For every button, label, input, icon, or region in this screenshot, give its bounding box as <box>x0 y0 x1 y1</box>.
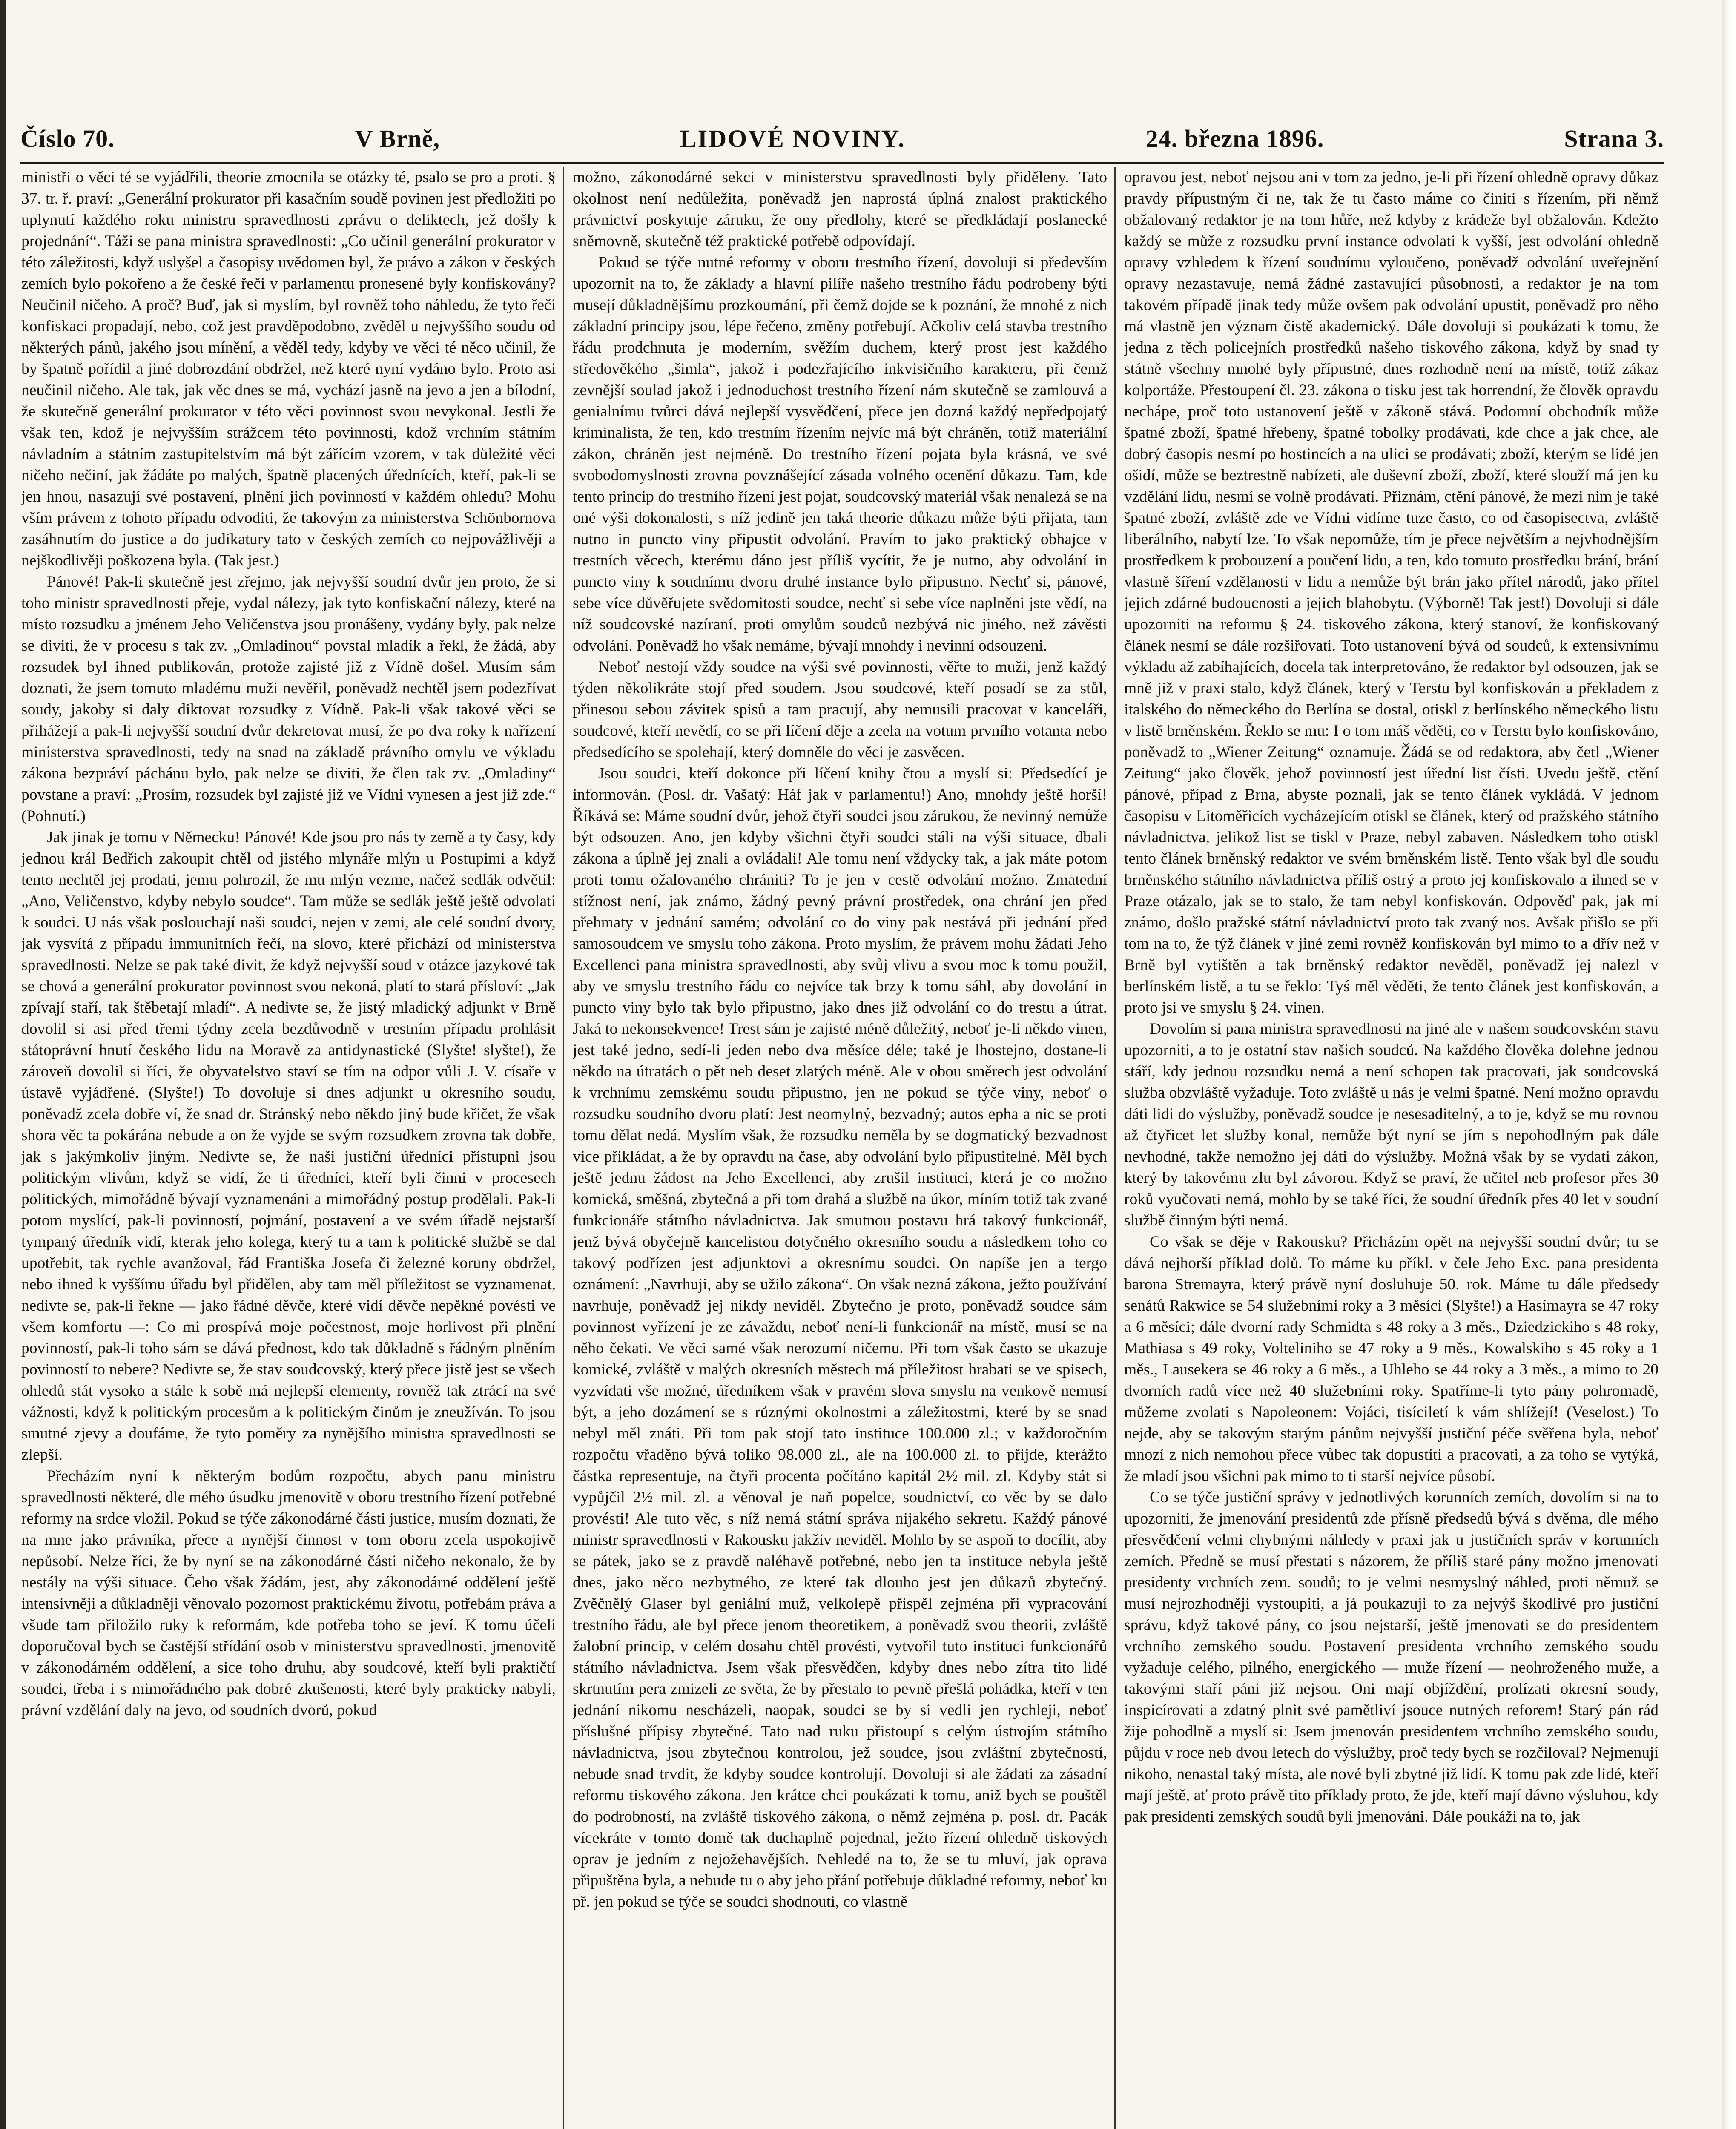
paragraph: Jsou soudci, kteří dokonce při líčení knihy čtou a myslí si: Předsedící je informován. (Posl. dr. Vašatý: Háf jak v parlamentu!) Ano, mnohdy ještě horší! Říkává se: Máme soudní dvůr, jehož čtyři soudci jsou zárukou, že nevinný nemůže být odsouzen. Ano, jen kdyby všichni čtyři soudci stáli na výši situace, dbali zákona a úplně jej znali a ovládali! Ale tomu není vždycky tak, a jak máte potom proti tomu ožalovaného chrániti? To je jen v cestě odvolání možno. Zmatední stížnost není, jak známo, žádný pevný právní prostředek, ona chrání jen před přehmaty v jednání samém; odvolání co do viny pak nestává při jednání před samosoudcem ve smyslu toho zákona. Proto myslím, že právem mohu žádati Jeho Excellenci pana ministra spravedlnosti, aby svůj vlivu a svou moc k tomu použil, aby ve smyslu trestního řádu co nejvíce tak brzy k tomu sáhl, aby dovolání in puncto viny bylo tak bylo připustno, jako dnes již odvolání co do trestu a útrat. Jaká to nekonsekvence! Trest sám je zajisté méně důležitý, neboť je-li někdo vinen, jest také jedno, sedí-li jeden nebo dva měsíce déle; také je lhostejno, dostane-li někdo na útratách o pět neb deset zlatých méně. Ale v obou směrech jest odvolání k vrchnímu zemskému soudu připustno, jen ne pokud se týče viny, neboť o rozsudku soudního dvoru platí: Jest neomylný, bezvadný; autos epha a nic se proti tomu dělat nedá. Myslím však, že rozsudku neměla by se dogmatický bezvadnost vice přikládat, a že by opravdu na čase, aby odvolání bylo připustitelné. Měl bych ještě jednu žádost na Jeho Excellenci, aby zrušil instituci, která je co možno komická, směšná, zbytečná a při tom drahá a službě na úkor, míním totiž tak zvané funkcionáře státního návladnictva. Jak smutnou postavu hrá takový funkcionář, jenž bývá obyčejně kancelistou dotyčného okresního soudu a následkem toho co takový podřízen jest adjunktovi a okresnímu soudci. On napíše jen a tergo oznámení: „Navrhuji, aby se užilo zákona“. On však nezná zákona, ježto používání navrhuje, poněvadž jej nikdy neviděl. Zbytečno je proto, poněvadž soudce sám povinnost vyřízení je ze závaždu, neboť není-li funkcionář na místě, musí se na něho čekati. Ve věci samé však nerozumí ničemu. Při tom však často se ukazuje komické, zvláště v malých okresních městech má příležitost hrabati se ve spisech, vyzvídati vše možné, úředníkem však v pravém slova smyslu na venkově nemusí být, a jeho dozámení se s různými okolnostmi a záležitostmi, které by se snad nebyl měl znáti. Při tom pak stojí tato instituce 100.000 zl.; v každoročním rozpočtu vřaděno bývá toliko 98.000 zl., ale na 100.000 zl. to přijde, kterážto částka representuje, na čtyři procenta počítáno kapitál 2½ mil. zl. Kdyby stát si vypůjčil 2½ mil. zl. a věnoval je naň popelce, soudnictví, co věc by se dalo provésti! Ale tuto věc, s níž nemá státní správa nijakého sekretu. Každý pánové ministr spravedlnosti v Rakousku jakživ neviděl. Mohlo by se aspoň to docílit, aby se pátek, jako se z pravdě naléhavě potřebné, nebo jen ta instituce nebyla ještě dnes, jako něco nezbytného, ze které tak dlouho jest jen důkazů zbytečný. Zvěčnělý Glaser byl geniální muž, velkolepě přispěl zejména při vypracování trestního řádu, ale byl přece jenom theoretikem, a poněvadž svou theorii, zvláště žalobní princip, v celém dosahu chtěl provésti, vytvořil tuto instituci funkcionářů státního návladnictva. Jsem však přesvědčen, kdyby dnes nebo zítra tito lidé skrtnutím pera zmizeli ze světa, že by přestalo to pevně přešlá pohádka, kteří v ten jednání nikomu nescházeli, naopak, soudci se by si vedli jen rychleji, neboť příslušné přípisy zbytečné. Tato nad ruku přistoupí s celým ústrojím státního návladnictva, jsou zbytečnou kontrolou, jež soudce, jsou zvláštní zbytečností, nebude snad trvdit, že kdyby soudce kontrolují. Dovoluji si ale žádati za zásadní reformu tiskového zákona. Jen krátce chci poukázati k tomu, aniž bych se pouštěl do podrobností, na zvláště tiskového zákona, o němž zejména p. posl. dr. Pacák vícekráte v tomto domě tak duchaplně pojednal, ježto řízení ohledně tiskových oprav je jedním z nejožehavějších. Nehledé na to, že se tu mluví, jak oprava připuštěna byla, a nebude tu o aby jeho přání potřebuje důkladné reformy, neboť ku př. jen pokud se týče se soudci shodnouti, co vlastně <box>573 765 1107 1911</box>
issue-number: Číslo 70. <box>20 124 115 152</box>
issue-date: 24. března 1896. <box>1145 124 1324 152</box>
header-rule <box>20 162 1664 164</box>
scan-edge-left <box>0 0 6 2129</box>
paragraph: Přecházím nyní k některým bodům rozpočtu, abych panu ministru spravedlnosti některé, dle mého úsudku jmenovitě v oboru trestního řízení potřebné reformy na srdce vložil. Pokud se týče zákonodárné části justice, musím doznati, že na mne jako právníka, přece a nynější činnost v tom oboru zcela uspokojivě nepůsobí. Nelze říci, že by nyní se na zákonodárné části ničeho nekonalo, že by nestály na výši situace. Čeho však žádám, jest, aby zákonodárné oddělení ještě intensivněji a důkladněji věnovalo pozornost praktickému životu, potřebám práva a všude tam přiložilo ruky k reformám, kde potřeba toho se jeví. K tomu účeli doporučoval bych se častější střídání osob v ministerstvu spravedlnosti, jmenovitě v zákonodárném oddělení, a sice toho druhu, aby soudcové, kteří byli praktičtí soudci, třeba i s mimořádného pak dobré zkušenosti, které byly prakticky nabyli, právní vzdělání daly na jevo, od soudních dvorů, pokud <box>21 1467 556 1719</box>
column-1 <box>21 167 556 2129</box>
column-3 <box>1124 167 1659 2129</box>
city: V Brně, <box>355 124 440 152</box>
page-number: Strana 3. <box>1564 124 1664 152</box>
paragraph: Jak jinak je tomu v Německu! Pánové! Kde jsou pro nás ty země a ty časy, kdy jednou král Bedřich zakoupit chtěl od jistého mlynáře mlýn u Postupimi a když tento nechtěl jej prodati, jemu pohrozil, že mu mlýn vezme, načež sedlák odvětil: „Ano, Veličenstvo, kdyby nebylo soudce“. Tam může se sedlák ještě ještě odvolati k soudci. U nás však poslouchají naši soudci, nejen v zemi, ale celé soudní dvory, jak vysvítá z případu immunitních řečí, na slovo, které přichází od ministerstva spravedlnosti. Nelze se pak také divit, že když nejvyšší soud v otázce jazykové tak se chová a generální prokurator povinnost svou nekoná, platí to stará přísloví: „Jak zpívají staří, tak štěbetají mladí“. A nedivte se, že jistý mladický adjunkt v Brně dovolil si asi před třemi týdny zcela bezdůvodně v trestním případu prohlásit státoprávní hnutí českého lidu na Moravě za antidynastické (Slyšte! slyšte!), že zároveň dovolil si říci, že obyvatelstvo staví se tím na odpor vůli J. V. císaře v ústavě vyjádřené. (Slyšte!) To dovoluje si dnes adjunkt u okresního soudu, poněvadž zcela dobře ví, že snad dr. Stránský nebo někdo jiný bude křičet, že však shora věc ta pokárána nebude a on že vyjde se svým rozsudkem zrovna tak dobře, jak s jakýmkoliv jiným. Nedivte se, že naši justiční úředníci přístupni jsou politickým vlivům, když se vidí, že ti úředníci, kteří byli činni v procesech politických, mimořádně bývají vyznamenáni a mimořádný postup prodělali. Pak-li potom myslící, pak-li povinností, pojmání, postavení a ve svém úřadě nejstarší tympaný úředník vidí, kterak jeho kolega, který tu a tam k politické službě se dal upotřebit, tak rychle avanžoval, řád Františka Josefa či železné koruny obdržel, nebo ihned k vyššímu úřadu byl přidělen, aby tam měl příležitost se vyznamenat, nedivte se, pak-li řekne — jako řádné děvče, které vidí děvče nepěkné povésti ve všem komfortu —: Co mi prospívá moje počestnost, moje horlivost při plnění povinností, pak-li toho sám se dává přednost, kdo tak důkladně s řádným plněním povinností to nebere? Nedivte se, že stav soudcovský, který přece jistě jest se všech ohledů stát vysoko a stále k sobě má nejlepší elementy, rovněž tak ztrácí na své vážnosti, když k politickým procesům a k politickým činům je zneužíván. To jsou smutné zjevy a doufáme, že tyto poměry za nynějšího ministra spravedlnosti se zlepší. <box>21 829 556 1463</box>
paragraph: Co však se děje v Rakousku? Přicházím opět na nejvyšší soudní dvůr; tu se dává nejhorší příklad dolů. To máme ku příkl. v čele Jeho Exc. pana presidenta barona Stremayra, který právě nyní dosluhuje 50. rok. Máme tu dále předsedy senátů Rakwice se 54 služebními roky a 3 měsíci (Slyšte!) a Hasímayra se 47 roky a 6 měsíci; dále dvorní rady Schmidta s 48 roky a 3 měs., Dziedzickiho s 48 roky, Mathiasa s 49 roky, Volteliniho se 47 roky a 9 měs., Kowalskiho s 45 roky a 1 měs., Lausekera se 46 roky a 6 měs., a Uhleho se 44 roky a 3 měs., a mimo to 20 dvorních radů více než 40 služebními roky. Spatříme-li tyto pány pohromadě, můžeme zvolati s Napoleonem: Vojáci, tisíciletí k vám shlížejí! (Veselost.) To nejde, aby se takovým starým pánům nejvyšší justiční péče svěřena byla, neboť mnozí z nich nemohou přece vůbec tak dopustiti a pracovati, a za toho se vytýká, že mladí jsou všichni pak mimo to ti starší nejvíce působí. <box>1124 1233 1659 1485</box>
paragraph: Pánové! Pak-li skutečně jest zřejmo, jak nejvyšší soudní dvůr jen proto, že si toho ministr spravedlnosti přeje, vydal nálezy, jak tyto konfiskační nálezy, které na místo rozsudku a jménem Jeho Veličenstva jsou pronášeny, vydány byly, pak nelze se diviti, že v procesu s tak zv. „Omladinou“ povstal mladík a řekl, že žádá, aby rozsudek byl ihned publikován, protože zajisté již z Vídně došel. Musím sám doznati, že jsem tomuto mladému muži nevěřil, poněvadž nechtěl jsem podezřívat soudy, jakoby si daly diktovat rozsudky z Vídně. Pak-li však takové věci se přihážejí a pak-li nejvyšší soudní dvůr dekretovat musí, že po dva roky k nařízení ministerstva spravedlnosti, tedy na snad na základě právního omylu ve výkladu zákona bezpráví páchánu bylo, pak nelze se diviti, že člen tak zv. „Omladiny“ povstane a praví: „Prosím, rozsudek byl zajisté již ve Vídni vynesen a jest již zde.“ (Pohnutí.) <box>21 573 556 825</box>
column-divider <box>1114 167 1116 2129</box>
paragraph: ministři o věci té se vyjádřili, theorie zmocnila se otázky té, psalo se pro a proti. § 37. tr. ř. praví: „Generální prokurator při kasačním soudě povinen jest předložiti po uplynutí každého roku ministru spravedlnosti zprávu o deliktech, jež došly k projednání“. Táži se pana ministra spravedlnosti: „Co učinil generální prokurator v této záležitosti, když uslyšel a časopisy uvědomen byl, že právo a zákon v českých zemích bylo pokořeno a že české řeči v parlamentu pronesené byly konfiskovány? Neučinil ničeho. A proč? Buď, jak si myslím, byl rovněž toho náhledu, že tyto řeči konfiskaci propadají, nebo, což jest pravděpodobno, zvěděl u nejvyššího soudu od některých pánů, jakého jsou mínění, a věděl tedy, kdyby ve věci té něco učinil, že by špatně pořídil a jiné dobrozdání obdržel, než které nyní vydáno bylo. Proto asi neučinil ničeho. Ale tak, jak věc dnes se má, vychází jasně na jevo a jen a bílodní, že skutečně generální prokurator v této věci povinnost svou nevykonal. Jestli že však ten, kdož je nejvyšším strážcem této povinnosti, kdož vrchním státním návladním a státním zastupitelstvím má být zářícím vzorem, v tak důležité věci ničeho nečiní, jak žádáte po malých, špatně placených úřednících, kteří, pak-li se jen hnou, nasazují své postavení, plnění jich povinností v každém ohledu? Mohu vším právem z tohoto případu odvoditi, že takovým za ministerstva Schönbornova zasáhnutím do justice a do judikatury tato v českých zemích co nejpovážlivěji a nejškodlivěji poškozena byla. (Tak jest.) <box>21 169 556 569</box>
column-2 <box>573 167 1107 2129</box>
paragraph: opravou jest, neboť nejsou ani v tom za jedno, je-li při řízení ohledně opravy důkaz pravdy přípustným či ne, tak že tu často máme co činiti s řízením, při němž obžalovaný redaktor je na tom hůře, než kdyby z krádeže byl obžalován. Kdežto každý se může z rozsudku první instance odvolati k vyšší, jest odvolání ohledně opravy vzhledem k řízení soudnímu vyloučeno, poněvadž odvolání uveřejnění opravy nezastavuje, nemá žádné zastavující působnosti, a redaktor je na tom takovém případě jinak tedy může ovšem pak odvolání upustit, poněvadž pro něho má vlastně jen význam čistě akademický. Dále dovoluji si poukázati k tomu, že jedna z těch policejních prostředků našeho tiskového zákona, když by snad ty státně všechny mnohé byly přípustné, dnes rozhodně není na místě, totiž zákaz kolportáže. Přestoupení čl. 23. zákona o tisku jest tak horrendní, že člověk opravdu nechápe, proč toto ustanovení ještě v zákoně stává. Podomní obchodník může špatné zboží, špatné hřebeny, špatné tobolky prodávati, kde chce a jak chce, ale dobrý časopis nesmí po hostincích a na ulici se prodávati; zboží, kterým se lidé jen ošidí, může se beztrestně nabízeti, ale duševní zboží, zboží, které slouží má jen ku vzdělání lidu, nesmí se volně prodávati. Přiznám, ctění pánové, že mezi nim je také špatné zboží, zvláště zde ve Vídni vidíme tuze často, co od časopisectva, zvláště liberálního, nabytí lze. To však nepomůže, tím je přece největším a nejvhodnějším prostředkem k probouzení a poučení lidu, a ten, kdo tomuto prostředku brání, brání vlastně šíření vzdělanosti v lidu a nemůže být brán jako přítel národů, jako přítel jejich zdárné budoucnosti a jejich blahobytu. (Výborně! Tak jest!) Dovoluji si dále upozorniti na reformu § 24. tiskového zákona, který stanoví, že konfiskovaný článek nesmí se dále rozšiřovati. Toto ustanovení bývá od soudců, k extensivnímu výkladu až zabíhajících, docela tak interpretováno, že redaktor byl odsouzen, jak se mně již v praxi stalo, když článek, který v Terstu byl konfiskován a překladem z italského do německého do Berlína se dostal, otiskl z berlínského německého listu v listě brněnském. Řeklo se mu: I o tom máš věděti, co v Terstu bylo konfiskováno, poněvadž to „Wiener Zeitung“ oznamuje. Žádá se od redaktora, aby četl „Wiener Zeitung“ jako člověk, jehož povinností jest úřední list čísti. Uvedu ještě, ctění pánové, případ z Brna, abyste poznali, jak se tento článek vykládá. V jednom časopisu v Litoměřicích vycházejícím otiskl se článek, který od pražského státního návladnictva, jelikož list se tiskl v Praze, nebyl zabaven. Následkem toho otiskl tento článek brněnský redaktor ve svém brněnském listě. Tento však byl dle soudu brněnského státního návladnictva příliš ostrý a proto jej konfiskovalo a ihned se v Praze otázalo, jak se to stalo, že tam nebyl konfiskován. Odpověď pak, jak mi známo, došlo pražské státní návladnictví proto tak zvaný nos. Avšak přišlo se při tom na to, že týž článek v jiné zemi rovněž konfiskován byl mimo to a dřív než v Brně byl vytištěn a tak brněnský redaktor nevěděl, poněvadž jej nalezl v berlínském listě, a tu se řeklo: Tyś měl věděti, že tento článek jest konfiskován, a proto jsi ve smyslu § 24. vinen. <box>1124 169 1659 1016</box>
page-header <box>20 115 1664 162</box>
paragraph: Neboť nestojí vždy soudce na výši své povinnosti, věřte to muži, jenž každý týden několikráte stojí před soudem. Jsou soudcové, kteří posadí se za stůl, přinesou sebou závitek spisů a tam pracují, aby nemusili pracovat v kanceláři, soudcové, kteří nevědí, co se při líčení děje a zcela na votum prvního votanta nebo předsedícího se spolehají, který domněle do věci je zasvěcen. <box>573 658 1107 761</box>
paragraph: Co se týče justiční správy v jednotlivých korunních zemích, dovolím si na to upozorniti, že jmenování presidentů zde přísně předsedů bývá s dvěma, dle mého přesvědčení velmi chybnými náhledy v praxi jak u justičních správ v korunních zemích. Předně se musí přestati s názorem, že příliš staré pány možno jmenovati presidenty vrchních zem. soudů; to je velmi nesmyslný náhled, proti němuž se musí nejrozhodněji vystoupiti, a já poukazuji to za nejvýš škodlivé pro justiční správu, když takové pány, co jsou nejstarší, ještě jmenovati se do presidentem vrchního zemského soudu. Postavení presidenta vrchního zemského soudu vyžaduje celého, pilného, energického — muže řízení — neohroženého muže, a takovými staří páni již nejsou. Oni mají objíždění, prolízati okresní soudy, inspicírovati a zdatný plnit své pamětliví jsouce nutných reforem! Starý pán rád žije pohodlně a myslí si: Jsem jmenován presidentem vrchního zemského soudu, půjdu v roce neb dvou letech do výslužby, proč tedy bych se rozčiloval? Nejmenují nikoho, nenastal taký místa, ale nové byli zbytné již lidí. K tomu pak zde lidé, kteří mají ještě, ať proto právě tito příklady proto, že jde, kteří mají dávno výsluhou, kdy pak presidenti zemských soudů byli jmenováni. Dále poukáži na to, jak <box>1124 1489 1659 1825</box>
column-divider <box>563 167 564 2129</box>
scan-edge-right <box>1722 0 1736 2129</box>
paragraph: Pokud se týče nutné reformy v oboru trestního řízení, dovoluji si především upozornit na to, že základy a hlavní pilíře našeho trestního řádu podrobeny býti musejí důkladnějšímu prozkoumání, při čemž dojde se k poznání, že mnohé z nich základní principy jsou, lépe řečeno, změny potřebují. Ačkoliv celá stavba trestního řádu prodchnuta je moderním, svěžím duchem, který prost jest každého středověkého „šimla“, jakož i podezřajícího inkvisičního karakteru, při čemž zevnější soulad jakož i jednoduchost trestního řízení nám skutečně se zamlouvá a genialnímu tvůrci dává nejlepší vysvědčení, přece jen dozná každý nepředpojatý kriminalista, že ten, kdo trestním řízením nejvíc má být chráněn, totiž materiální zákon, chráněn jest nejméně. Do trestního řízení pojata byla krásná, ve své svobodomyslnosti zrovna povznášející zásada volného ocenění důkazu. Tam, kde tento princip do trestního řízení jest pojat, soudcovský materiál však nenalezá se na oné výši dokonalosti, s níž jedině jen taká theorie důkazu může býti přijata, tam nutno in puncto viny připustit odvolání. Pravím to jako praktický obhajce v trestních věcech, kterému dáno jest příliš vycítit, že je nutno, aby odvolání in puncto viny k soudnímu dvoru druhé instance bylo připustno. Nechť si, pánové, sebe více důvěřujete svědomitosti soudce, nechť si sebe více naplněni jste vědí, na níž soudcovské nazíraní, proti omylům soudců nezbývá nic jiného, než závěsti odvolání. Poněvadž ho však nemáme, bývají mnohdy i nevinní odsouzeni. <box>573 254 1107 654</box>
paragraph: možno, zákonodárné sekci v ministerstvu spravedlnosti byly přiděleny. Tato okolnost není nedůležita, poněvadž jen naprostá úplná znalost praktického právnictví poskytuje záruku, že ony předlohy, které se předkládají poslanecké sněmovně, skutečně též praktické potřebě odpovídají. <box>573 169 1107 250</box>
newspaper-page <box>17 0 1720 2129</box>
paragraph: Dovolím si pana ministra spravedlnosti na jiné ale v našem soudcovském stavu upozorniti, a to je ostatní stav našich soudců. Na každého člověka dolehne jednou stáří, kdy jednou rozsudku nemá a není schopen tak pracovati, jak soudcovská služba obzvláště vyžaduje. Toto zvláště u nás je velmi špatné. Není možno opravdu dáti lidi do výslužby, poněvadž soudce je nesesaditelný, a to je, když se mu rovnou až čtyřicet let služby konal, nemůže být nyní se jím s nepohodlným pak dále nevhodné, takže nemožno jej dáti do výslužby. Možná však by se vydati zákon, který by takovému zlu byl závorou. Když se praví, že učitel neb profesor přes 30 roků vyučovati nemá, mohlo by se také říci, že soudní úředník přes 40 let v soudní službě činným býti nemá. <box>1124 1020 1659 1229</box>
newspaper-title: LIDOVÉ NOVINY. <box>680 124 906 152</box>
